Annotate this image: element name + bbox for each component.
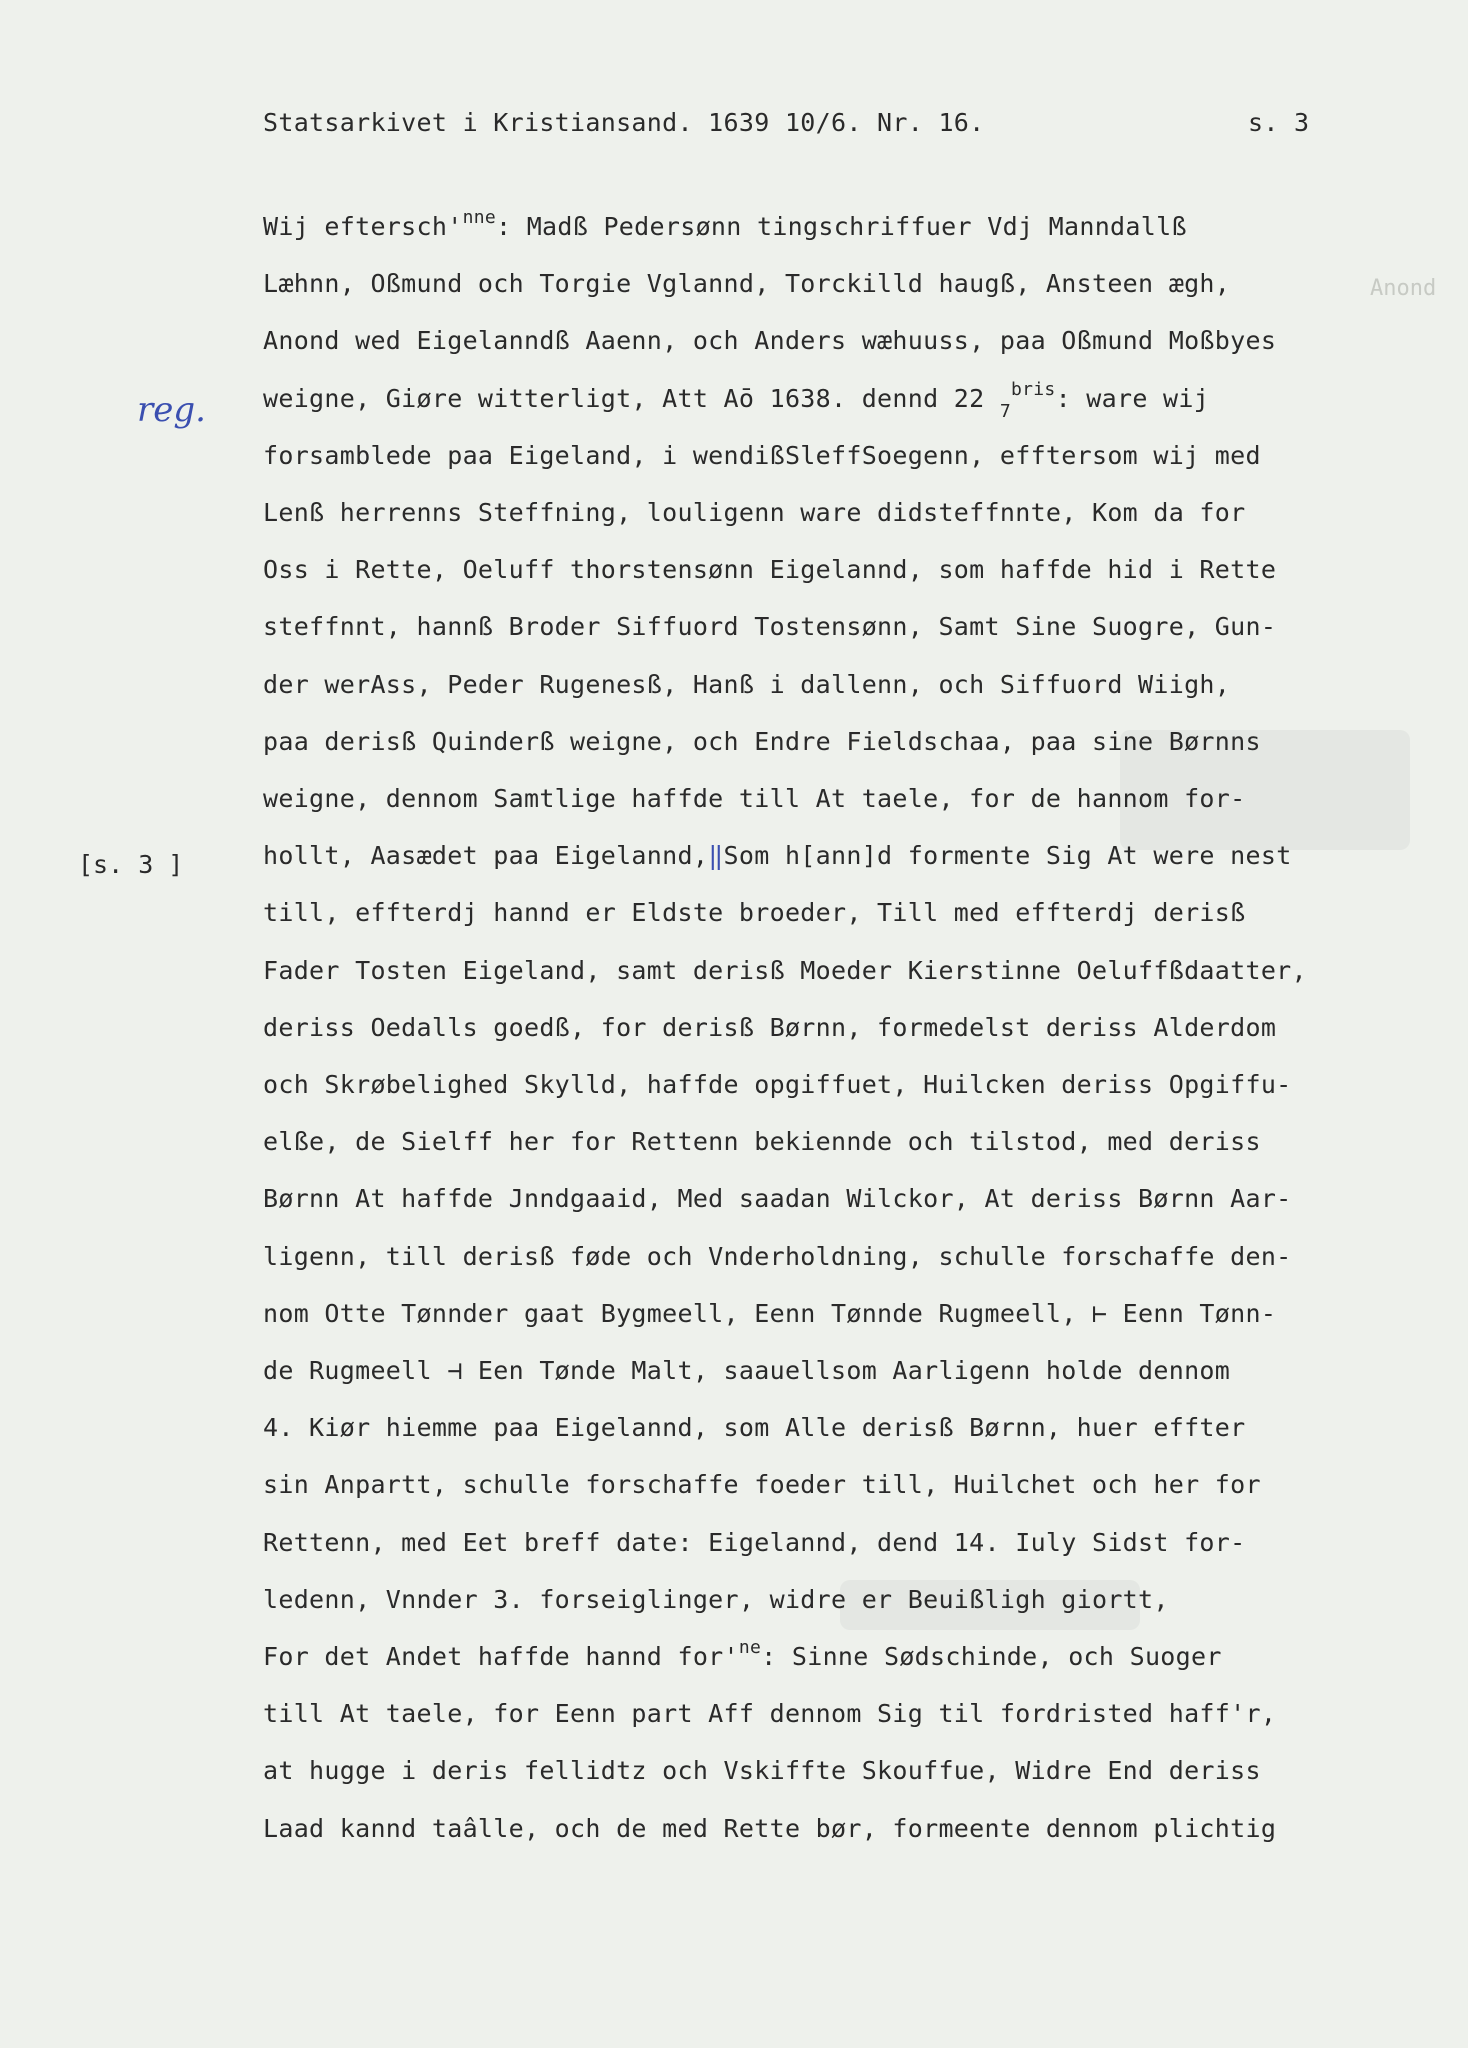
transcription-line [263,555,1276,585]
transcription-line [263,670,1230,700]
handwritten-reg-note: reg. [137,390,206,430]
transcription-line [263,898,1245,928]
line-text: : ware wij [1055,383,1210,413]
transcription-line [263,841,1292,871]
line-text: der werAss, Peder Rugenesß, Hanß i dallenn, och Siffuord Wiigh, [263,669,1231,699]
line-text: Lenß herrenns Steffning, louligenn ware didsteffnnte, Kom da for [263,498,1246,527]
page-number: s. 3 [1248,108,1310,137]
transcription-line [263,1070,1292,1100]
transcription-line [263,269,1230,299]
transcription-line [263,956,1307,986]
line-text: steffnnt, hannß Broder Siffuord Tostensønn, Samt Sine Suogre, Gun- [263,612,1277,642]
line-text: paa derisß Quinderß weigne, och Endre Fieldschaa, paa sine Børnns [263,726,1261,756]
superscript: bris [1011,378,1056,400]
line-text: Fader Tosten Eigeland, samt derisß Moeder Kierstinne Oeluffßdaatter, [263,955,1307,985]
transcription-line [263,727,1261,757]
line-text: hollt, Aasædet paa Eigelannd, [263,841,709,871]
line-text: : Sinne Sødschinde, och Suoger [761,1642,1222,1671]
line-text: ledenn, Vnnder 3. forseiglinger, widre er Beuißligh giortt, [263,1584,1169,1614]
subscript: 7 [999,400,1012,422]
cut-off-edge-text: Anond [1370,276,1437,301]
line-text: forsamblede paa Eigeland, i wendißSleffSoegenn, efftersom wij med [263,440,1261,470]
transcription-line [263,784,1245,814]
transcription-line [263,378,1210,422]
transcription-line [263,1184,1292,1214]
line-text: elße, de Sielff her for Rettenn bekiennde och tilstod, med deriss [263,1127,1261,1157]
line-text: 4. Kiør hiemme paa Eigelannd, som Alle derisß Børnn, huer effter [263,1413,1246,1443]
line-text: Oss i Rette, Oeluff thorstensønn Eigelannd, som haffde hid i Rette [263,555,1277,585]
line-text: deriss Oedalls goedß, for derisß Børnn, formedelst deriss Alderdom [263,1012,1277,1042]
transcription-line [263,1127,1261,1157]
line-text: till, effterdj hannd er Eldste broeder, Till med effterdj derisß [263,898,1246,928]
transcription-line [263,207,1187,245]
superscript: nne [462,207,496,228]
transcription-line [263,1528,1245,1558]
line-text: Læhnn, Oßmund och Torgie Vglannd, Torckilld haugß, Ansteen ægh, [263,269,1231,299]
line-text: Som h[ann]d formente Sig At were nest [723,841,1292,871]
transcription-line [263,326,1276,356]
transcription-line [263,1356,1230,1386]
transcription-line [263,441,1261,471]
line-text: Rettenn, med Eet breff date: Eigelannd, dend 14. Iuly Sidst for- [263,1527,1246,1557]
line-text: weigne, dennom Samtlige haffde till At taele, for de hannom for- [263,784,1246,813]
line-text: Børnn At haffde Jnndgaaid, Med saadan Wilckor, At deriss Børnn Aar- [263,1184,1292,1214]
transcription-line [263,1814,1276,1844]
line-text: at hugge i deris fellidtz och Vskiffte Skouffue, Widre End deriss [263,1756,1261,1786]
line-text: nom Otte Tønnder gaat Bygmeell, Eenn Tønnde Rugmeell, ⊢ Eenn Tønn- [263,1298,1277,1328]
transcription-line [263,498,1245,528]
line-text: Wij eftersch' [263,212,463,241]
transcription-line [263,1242,1292,1272]
transcription-line [263,612,1276,642]
transcription-line [263,1470,1261,1500]
transcription-line [263,1756,1261,1786]
line-text: weigne, Giøre witterligt, Att Aō 1638. dennd 22 [263,383,1000,413]
archive-reference: Statsarkivet i Kristiansand. 1639 10/6. Nr. 16. [263,108,985,137]
transcription-line [263,1699,1276,1729]
transcription-line [263,1637,1222,1675]
line-text: : Madß Pedersønn tingschriffuer Vdj Manndallß [496,212,1187,241]
line-text: till At taele, for Eenn part Aff dennom Sig til fordristed haff'r, [263,1699,1277,1729]
superscript: ne [738,1637,762,1658]
line-text: Anond wed Eigelanndß Aaenn, och Anders wæhuuss, paa Oßmund Moßbyes [263,326,1277,356]
line-text: For det Andet haffde hannd for' [263,1642,739,1671]
line-text: de Rugmeell ⊣ Een Tønde Malt, saauellsom Aarligenn holde dennom [263,1356,1231,1385]
transcription-line [263,1299,1276,1329]
page-marker: [s. 3 ] [78,850,184,879]
transcription-line [263,1413,1245,1443]
insertion-mark: ‖ [708,841,724,871]
transcription-line [263,1585,1169,1615]
line-text: Laad kannd taâlle, och de med Rette bør, formeente dennom plichtig [263,1813,1277,1843]
line-text: ligenn, till derisß føde och Vnderholdning, schulle forschaffe den- [263,1241,1292,1271]
line-text: sin Anpartt, schulle forschaffe foeder till, Huilchet och her for [263,1470,1261,1500]
line-text: och Skrøbelighed Skylld, haffde opgiffuet, Huilcken deriss Opgiffu- [263,1070,1292,1099]
transcription-line [263,1013,1276,1043]
